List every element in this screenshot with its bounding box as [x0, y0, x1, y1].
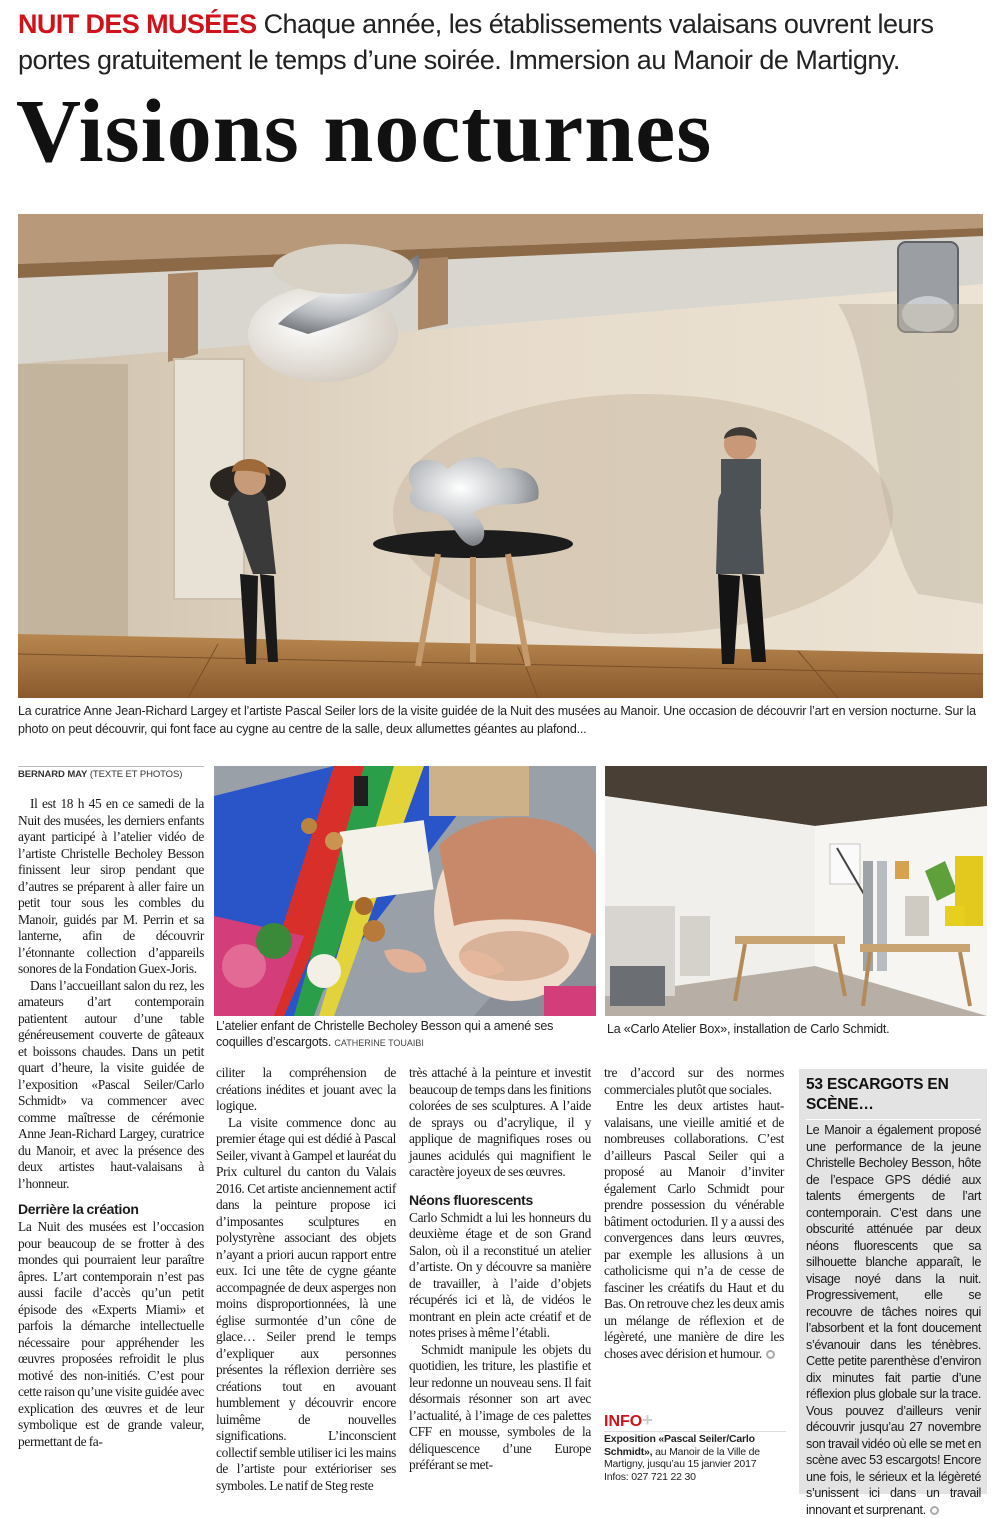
paragraph-text: Entre les deux artistes haut-valaisans, une vieille amitié et de nombreuses collaborations. C’est d’ailleurs Pascal Seiler qui a proposé au Manoir d’inviter également Carlo Schmidt pour prendre possession du vénérable bâtiment octodurien. Il y a aussi des convergences dans leurs œuvres, par exemple les allusions à un catholicisme qui n’a de cesse de fasciner les créatifs du Haut et du Bas. On retrouve chez les deux amis un mélange de réflexion et de légèreté, une manière de dire les choses avec dérision et humour.	[604, 1098, 784, 1361]
paragraph: Il est 18 h 45 en ce samedi de la Nuit des musées, les derniers enfants ayant participé à l’atelier vidéo de l’artiste Christelle Becholey Besson finissent leur sirop pendant que d’autres se préparent à aller faire un petit tour sous les combles du Manoir, guidés par M. Perrin et sa lanterne, afin de découvrir l’étonnante collection d’appareils sonores de la Fondation Guex-Joris.	[18, 796, 204, 976]
info-tag	[604, 1411, 786, 1431]
sidebar-box	[799, 1069, 987, 1517]
kicker	[18, 6, 988, 78]
photo-credit: CATHERINE TOUAIBI	[334, 1038, 424, 1048]
sidebar-title: 53 ESCARGOTS EN SCÈNE…	[806, 1075, 981, 1120]
workshop-photo	[214, 766, 596, 1016]
sidebar-text	[806, 1122, 981, 1518]
paragraph: très attaché à la peinture et investit beaucoup de temps dans les finitions colorées de ses sculptures. A l’aide de sprays ou d’acrylique, il y applique de magnifiques roses ou jaunes acidulés qui magnifient le caractère joyeux de ses œuvres.	[409, 1065, 591, 1179]
info-label: INFO	[604, 1413, 643, 1430]
paragraph: La Nuit des musées est l’occasion pour beaucoup de se frotter à des mondes qui pourraient leur paraître âpres. L’art contemporain n’est pas aussi facile d’accès qu’un petit épisode des «Experts Miami» et parfois la démarche intellectuelle nécessaire pour appréhender les œuvres proposées refroidit le plus motivé des non-initiés. C’est pour cette raison qu’une visite guidée avec explication des œuvres et de leur symbolique est de grande valeur, permettant de fa-	[18, 1219, 204, 1449]
paragraph: tre d’accord sur des normes commerciales plutôt que sociales.	[604, 1065, 784, 1097]
byline-author: BERNARD MAY	[18, 769, 88, 780]
info-details: au Manoir de la Ville de Martigny, jusqu’au 15 janvier 2017	[604, 1445, 760, 1470]
paragraph: Dans l’accueillant salon du rez, les amateurs d’art contemporain patientent autour d’une table généreusement couverte de gâteaux et boissons chaudes. Dans un petit quart d’heure, la visite guidée de l’exposition «Pascal Seiler/Carlo Schmidt» va commencer avec comme maîtresse de cérémonie Anne Jean-Richard Largey, curatrice du Manoir, et avec la présence des deux artistes haut-valaisans à l’honneur.	[18, 977, 204, 1191]
rubric: NUIT DES MUSÉES	[18, 9, 257, 39]
end-mark-icon	[930, 1506, 939, 1515]
atelier-box-photo	[605, 766, 987, 1016]
article-column-3	[409, 1065, 591, 1474]
workshop-caption	[216, 1018, 596, 1051]
end-mark-icon	[766, 1350, 775, 1359]
info-title: Exposition «Pascal Seiler/Carlo Schmidt»,	[604, 1433, 755, 1458]
byline	[18, 766, 204, 780]
subhead-derriere-la-creation: Derrière la création	[18, 1201, 139, 1217]
paragraph: Schmidt manipule les objets du quotidien, les triture, les plastifie et leur redonne un nouveau sens. Il fait désormais résonner son art avec l’actualité, à l’image de ces palettes CFF en mousse, symboles de la déliquescence d’une Europe préférant se met-	[409, 1341, 591, 1472]
info-body	[604, 1431, 786, 1483]
workshop-caption-text: L’atelier enfant de Christelle Becholey Besson qui a amené ses coquilles d’escargots.	[216, 1019, 554, 1049]
plus-icon: +	[642, 1410, 653, 1430]
info-phone: Infos: 027 721 22 30	[604, 1470, 696, 1483]
article-column-4	[604, 1065, 784, 1362]
paragraph: La visite commence donc au premier étage qui est dédié à Pascal Seiler, vivant à Gampel et lauréat du Prix culturel du canton du Valais 2016. Cet artiste anciennement actif dans la peinture propose ici d’imposantes sculptures en polystyrène associant des objets n’ayant a priori aucun rapport entre eux. Ici une tête de cygne géante accompagnée de deux asperges non moins disproportionnées, là une église surmontée d’un cône de glace… Seiler prend le temps d’expliquer aux personnes présentes la réflexion derrière ses créations tout en avouant humblement y découvrir encore luimême de nouvelles significations. L’inconscient collectif semble utiliser ici les mains de l’artiste pour extérioriser ses symboles. Le natif de Steg reste	[216, 1114, 396, 1493]
subhead-neons-fluorescents: Néons fluorescents	[409, 1191, 534, 1208]
atelier-box-caption: La «Carlo Atelier Box», installation de Carlo Schmidt.	[607, 1022, 890, 1036]
main-photo	[18, 214, 983, 698]
info-box	[604, 1411, 786, 1483]
byline-role: (TEXTE ET PHOTOS)	[89, 769, 183, 780]
paragraph: ciliter la compréhension de créations inédites et jouant avec la logique.	[216, 1065, 396, 1113]
paragraph	[604, 1098, 784, 1362]
paragraph: Carlo Schmidt a lui les honneurs du deuxième étage et de son Grand Salon, où il a reconstitué un atelier d’artiste. On y découvre sa manière de travailler, à l’aide d’objets récupérés ici et là, de vidéos le montrant en plein acte créatif et de notes prises à même l’établi.	[409, 1209, 591, 1340]
kicker-text: Chaque année, les établissements valaisans ouvrent leurs portes gratuitement le temps d’une soirée. Immersion au Manoir de Martigny.	[18, 9, 934, 75]
article-column-1	[18, 796, 204, 1450]
article-column-2	[216, 1065, 396, 1494]
sidebar-text-body: Le Manoir a également proposé une performance de la jeune Christelle Becholey Besson, hôte de l’espace GPS dédié aux talents émergents de l’art contemporain. C’est dans une obscurité atténuée par deux néons fluorescents que sa silhouette blanche apparaît, le visage noyé dans la nuit. Progressivement, elle se recouvre de tâches noires qui l’absorbent et la font doucement s’évanouir dans les ténèbres. Cette petite parenthèse d’environ dix minutes fait partie d’une réflexion plus globale sur la trace. Vous pouvez d’ailleurs venir découvrir jusqu’au 27 novembre son travail vidéo où elle se met en scène avec 53 escargots! Encore une fois, le sérieux et la légèreté s’unissent ici dans un travail innovant et surprenant.	[806, 1123, 981, 1517]
main-photo-caption: La curatrice Anne Jean-Richard Largey et l’artiste Pascal Seiler lors de la visite guidée de la Nuit des musées au Manoir. Une occasion de découvrir l’art en version nocturne. Sur la photo on peut découvrir, qui font face au cygne au centre de la salle, deux allumettes géantes au plafond...	[18, 704, 976, 736]
headline: Visions nocturnes	[16, 82, 713, 181]
